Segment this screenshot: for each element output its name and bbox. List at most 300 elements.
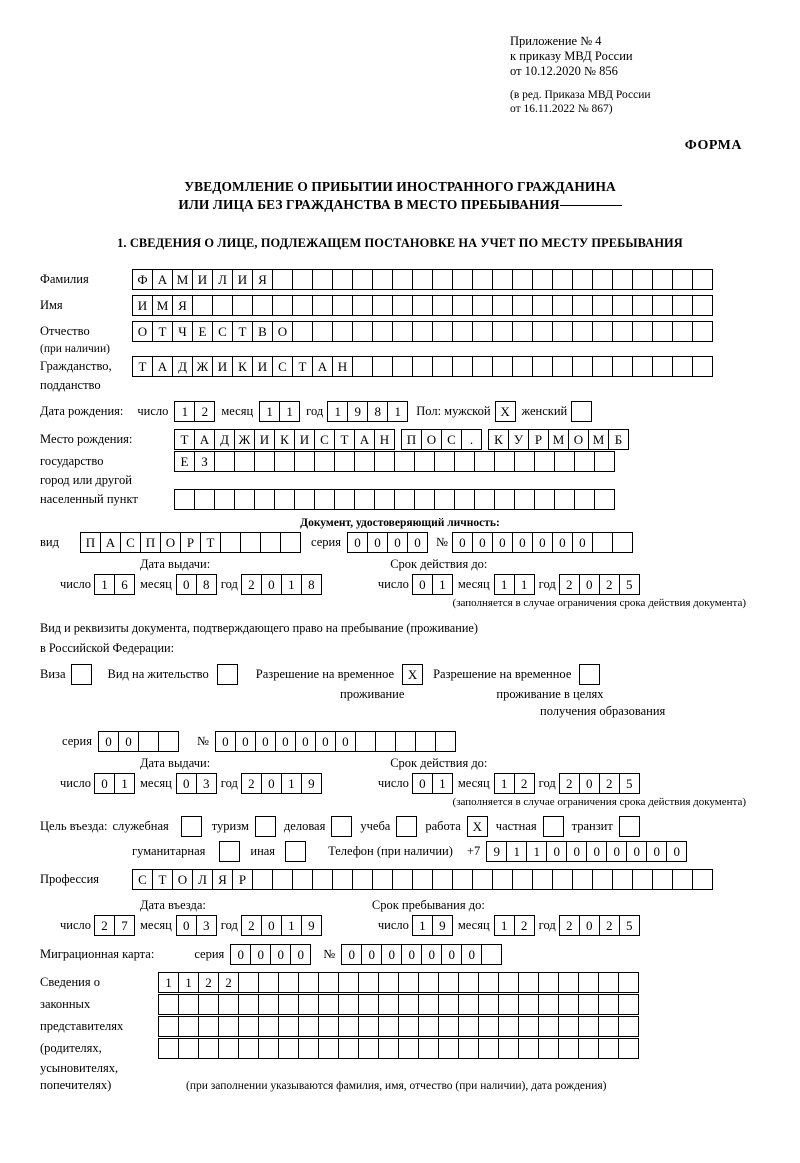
- char-cell[interactable]: [618, 1038, 639, 1059]
- char-cell[interactable]: [258, 994, 279, 1015]
- char-cell[interactable]: А: [152, 356, 173, 377]
- char-cell[interactable]: [318, 972, 339, 993]
- char-cell[interactable]: 7: [114, 915, 135, 936]
- birth-year-input[interactable]: [327, 401, 408, 422]
- char-cell[interactable]: 0: [546, 841, 567, 862]
- char-cell[interactable]: 1: [387, 401, 408, 422]
- char-cell[interactable]: [432, 269, 453, 290]
- char-cell[interactable]: [618, 994, 639, 1015]
- char-cell[interactable]: 0: [215, 731, 236, 752]
- char-cell[interactable]: Т: [152, 869, 173, 890]
- char-cell[interactable]: X: [402, 664, 423, 685]
- char-cell[interactable]: 9: [347, 401, 368, 422]
- char-cell[interactable]: 0: [381, 944, 402, 965]
- char-cell[interactable]: 1: [178, 972, 199, 993]
- char-cell[interactable]: [438, 972, 459, 993]
- char-cell[interactable]: 0: [361, 944, 382, 965]
- char-cell[interactable]: 0: [94, 773, 115, 794]
- char-cell[interactable]: Р: [232, 869, 253, 890]
- char-cell[interactable]: [414, 451, 435, 472]
- char-cell[interactable]: С: [441, 429, 462, 450]
- char-cell[interactable]: [538, 1038, 559, 1059]
- permit-valid-day-input[interactable]: [412, 773, 453, 794]
- sex-male-checkbox[interactable]: [495, 401, 516, 422]
- char-cell[interactable]: X: [467, 816, 488, 837]
- char-cell[interactable]: 1: [94, 574, 115, 595]
- char-cell[interactable]: [332, 321, 353, 342]
- char-cell[interactable]: [458, 972, 479, 993]
- temp-residence-checkbox[interactable]: [402, 664, 423, 685]
- char-cell[interactable]: [138, 731, 159, 752]
- char-cell[interactable]: 0: [315, 731, 336, 752]
- char-cell[interactable]: [234, 451, 255, 472]
- char-cell[interactable]: [518, 1016, 539, 1037]
- char-cell[interactable]: К: [274, 429, 295, 450]
- char-cell[interactable]: Т: [200, 532, 221, 553]
- char-cell[interactable]: Т: [232, 321, 253, 342]
- birth-month-input[interactable]: [259, 401, 300, 422]
- char-cell[interactable]: [181, 816, 202, 837]
- char-cell[interactable]: [218, 994, 239, 1015]
- char-cell[interactable]: И: [254, 429, 275, 450]
- char-cell[interactable]: [492, 295, 513, 316]
- char-cell[interactable]: [332, 869, 353, 890]
- char-cell[interactable]: 2: [218, 972, 239, 993]
- char-cell[interactable]: Ж: [192, 356, 213, 377]
- char-cell[interactable]: [198, 1038, 219, 1059]
- char-cell[interactable]: 9: [301, 773, 322, 794]
- char-cell[interactable]: [394, 451, 415, 472]
- char-cell[interactable]: [532, 295, 553, 316]
- char-cell[interactable]: 0: [270, 944, 291, 965]
- char-cell[interactable]: [692, 295, 713, 316]
- representatives-input-2[interactable]: [158, 994, 639, 1015]
- char-cell[interactable]: Е: [192, 321, 213, 342]
- char-cell[interactable]: 9: [301, 915, 322, 936]
- char-cell[interactable]: [178, 1038, 199, 1059]
- char-cell[interactable]: [272, 269, 293, 290]
- char-cell[interactable]: [415, 731, 436, 752]
- char-cell[interactable]: [398, 972, 419, 993]
- char-cell[interactable]: [652, 321, 673, 342]
- char-cell[interactable]: [478, 1016, 499, 1037]
- profession-input[interactable]: [132, 869, 713, 890]
- char-cell[interactable]: [354, 489, 375, 510]
- char-cell[interactable]: [598, 994, 619, 1015]
- char-cell[interactable]: [158, 994, 179, 1015]
- char-cell[interactable]: [594, 451, 615, 472]
- char-cell[interactable]: [494, 489, 515, 510]
- migration-card-number-input[interactable]: [341, 944, 502, 965]
- char-cell[interactable]: [238, 994, 259, 1015]
- char-cell[interactable]: Б: [608, 429, 629, 450]
- char-cell[interactable]: [395, 731, 416, 752]
- char-cell[interactable]: [272, 295, 293, 316]
- char-cell[interactable]: [352, 295, 373, 316]
- char-cell[interactable]: [220, 532, 241, 553]
- char-cell[interactable]: [481, 944, 502, 965]
- char-cell[interactable]: 1: [174, 401, 195, 422]
- char-cell[interactable]: П: [140, 532, 161, 553]
- char-cell[interactable]: [518, 994, 539, 1015]
- char-cell[interactable]: [338, 972, 359, 993]
- char-cell[interactable]: [552, 269, 573, 290]
- char-cell[interactable]: О: [272, 321, 293, 342]
- char-cell[interactable]: 2: [559, 773, 580, 794]
- char-cell[interactable]: 2: [241, 915, 262, 936]
- char-cell[interactable]: [558, 1038, 579, 1059]
- char-cell[interactable]: [334, 451, 355, 472]
- char-cell[interactable]: [572, 356, 593, 377]
- char-cell[interactable]: П: [401, 429, 422, 450]
- char-cell[interactable]: [252, 295, 273, 316]
- permit-valid-month-input[interactable]: [494, 773, 535, 794]
- char-cell[interactable]: [158, 731, 179, 752]
- purpose-item2-1-checkbox[interactable]: [285, 841, 306, 862]
- char-cell[interactable]: [355, 731, 376, 752]
- char-cell[interactable]: [214, 451, 235, 472]
- char-cell[interactable]: Т: [152, 321, 173, 342]
- char-cell[interactable]: [338, 1038, 359, 1059]
- char-cell[interactable]: [692, 269, 713, 290]
- char-cell[interactable]: [238, 972, 259, 993]
- char-cell[interactable]: [378, 972, 399, 993]
- char-cell[interactable]: [332, 295, 353, 316]
- char-cell[interactable]: [392, 269, 413, 290]
- char-cell[interactable]: [592, 356, 613, 377]
- purpose-item-4-checkbox[interactable]: [467, 816, 488, 837]
- char-cell[interactable]: С: [120, 532, 141, 553]
- char-cell[interactable]: [692, 321, 713, 342]
- char-cell[interactable]: [592, 532, 613, 553]
- char-cell[interactable]: [532, 356, 553, 377]
- char-cell[interactable]: 1: [259, 401, 280, 422]
- char-cell[interactable]: 0: [335, 731, 356, 752]
- char-cell[interactable]: 0: [235, 731, 256, 752]
- identity-valid-day-input[interactable]: [412, 574, 453, 595]
- char-cell[interactable]: 2: [241, 574, 262, 595]
- purpose-item-6-checkbox[interactable]: [619, 816, 640, 837]
- char-cell[interactable]: [418, 1038, 439, 1059]
- char-cell[interactable]: [518, 972, 539, 993]
- char-cell[interactable]: [258, 972, 279, 993]
- char-cell[interactable]: 0: [255, 731, 276, 752]
- char-cell[interactable]: [612, 532, 633, 553]
- char-cell[interactable]: [458, 1016, 479, 1037]
- char-cell[interactable]: [692, 356, 713, 377]
- permit-valid-year-input[interactable]: [559, 773, 640, 794]
- identity-valid-year-input[interactable]: [559, 574, 640, 595]
- char-cell[interactable]: [71, 664, 92, 685]
- char-cell[interactable]: О: [568, 429, 589, 450]
- char-cell[interactable]: [572, 269, 593, 290]
- char-cell[interactable]: [534, 489, 555, 510]
- char-cell[interactable]: [572, 321, 593, 342]
- char-cell[interactable]: [578, 994, 599, 1015]
- char-cell[interactable]: [312, 295, 333, 316]
- char-cell[interactable]: [338, 1016, 359, 1037]
- char-cell[interactable]: [372, 356, 393, 377]
- char-cell[interactable]: Ч: [172, 321, 193, 342]
- char-cell[interactable]: [292, 321, 313, 342]
- char-cell[interactable]: [418, 972, 439, 993]
- char-cell[interactable]: [592, 321, 613, 342]
- representatives-input-1[interactable]: [158, 972, 639, 993]
- char-cell[interactable]: С: [212, 321, 233, 342]
- stay-month-input[interactable]: [494, 915, 535, 936]
- char-cell[interactable]: [514, 489, 535, 510]
- char-cell[interactable]: [314, 451, 335, 472]
- char-cell[interactable]: 0: [666, 841, 687, 862]
- char-cell[interactable]: 1: [281, 773, 302, 794]
- char-cell[interactable]: [578, 1016, 599, 1037]
- char-cell[interactable]: [318, 1038, 339, 1059]
- char-cell[interactable]: [571, 401, 592, 422]
- char-cell[interactable]: М: [172, 269, 193, 290]
- char-cell[interactable]: [498, 972, 519, 993]
- char-cell[interactable]: [312, 321, 333, 342]
- char-cell[interactable]: [558, 994, 579, 1015]
- char-cell[interactable]: 8: [301, 574, 322, 595]
- identity-series-input[interactable]: [347, 532, 428, 553]
- char-cell[interactable]: [492, 269, 513, 290]
- char-cell[interactable]: [672, 269, 693, 290]
- char-cell[interactable]: Я: [252, 269, 273, 290]
- char-cell[interactable]: [632, 356, 653, 377]
- entry-day-input[interactable]: [94, 915, 135, 936]
- char-cell[interactable]: [318, 994, 339, 1015]
- char-cell[interactable]: [338, 994, 359, 1015]
- char-cell[interactable]: А: [354, 429, 375, 450]
- char-cell[interactable]: [454, 451, 475, 472]
- char-cell[interactable]: [652, 869, 673, 890]
- char-cell[interactable]: [598, 972, 619, 993]
- char-cell[interactable]: [494, 451, 515, 472]
- char-cell[interactable]: [398, 1016, 419, 1037]
- char-cell[interactable]: 0: [401, 944, 422, 965]
- char-cell[interactable]: А: [100, 532, 121, 553]
- char-cell[interactable]: 0: [367, 532, 388, 553]
- char-cell[interactable]: [512, 356, 533, 377]
- char-cell[interactable]: [294, 451, 315, 472]
- char-cell[interactable]: [278, 972, 299, 993]
- char-cell[interactable]: 0: [98, 731, 119, 752]
- char-cell[interactable]: [372, 269, 393, 290]
- char-cell[interactable]: Д: [172, 356, 193, 377]
- purpose-item-5-checkbox[interactable]: [543, 816, 564, 837]
- char-cell[interactable]: И: [232, 269, 253, 290]
- identity-issue-day-input[interactable]: [94, 574, 135, 595]
- char-cell[interactable]: [632, 869, 653, 890]
- char-cell[interactable]: [298, 1016, 319, 1037]
- char-cell[interactable]: [375, 731, 396, 752]
- char-cell[interactable]: [278, 1016, 299, 1037]
- char-cell[interactable]: 0: [472, 532, 493, 553]
- char-cell[interactable]: [512, 321, 533, 342]
- purpose-item-3-checkbox[interactable]: [396, 816, 417, 837]
- char-cell[interactable]: [280, 532, 301, 553]
- char-cell[interactable]: [632, 269, 653, 290]
- char-cell[interactable]: [514, 451, 535, 472]
- char-cell[interactable]: [332, 269, 353, 290]
- char-cell[interactable]: [498, 1016, 519, 1037]
- char-cell[interactable]: [292, 869, 313, 890]
- char-cell[interactable]: 0: [387, 532, 408, 553]
- char-cell[interactable]: [372, 295, 393, 316]
- char-cell[interactable]: [478, 1038, 499, 1059]
- char-cell[interactable]: [652, 295, 673, 316]
- char-cell[interactable]: 8: [196, 574, 217, 595]
- char-cell[interactable]: [174, 489, 195, 510]
- char-cell[interactable]: [574, 451, 595, 472]
- char-cell[interactable]: М: [152, 295, 173, 316]
- char-cell[interactable]: [398, 994, 419, 1015]
- char-cell[interactable]: [618, 1016, 639, 1037]
- char-cell[interactable]: [552, 869, 573, 890]
- char-cell[interactable]: [512, 269, 533, 290]
- char-cell[interactable]: 8: [367, 401, 388, 422]
- edu-residence-checkbox[interactable]: [579, 664, 600, 685]
- char-cell[interactable]: [472, 356, 493, 377]
- char-cell[interactable]: [392, 869, 413, 890]
- char-cell[interactable]: [272, 869, 293, 890]
- representatives-input-3[interactable]: [158, 1016, 639, 1037]
- char-cell[interactable]: [478, 972, 499, 993]
- char-cell[interactable]: [612, 269, 633, 290]
- char-cell[interactable]: [692, 869, 713, 890]
- char-cell[interactable]: [498, 994, 519, 1015]
- char-cell[interactable]: И: [132, 295, 153, 316]
- birthplace-input-1a[interactable]: [174, 429, 395, 450]
- char-cell[interactable]: Д: [214, 429, 235, 450]
- char-cell[interactable]: [474, 451, 495, 472]
- char-cell[interactable]: 1: [432, 773, 453, 794]
- char-cell[interactable]: 1: [514, 574, 535, 595]
- char-cell[interactable]: 0: [412, 773, 433, 794]
- char-cell[interactable]: О: [160, 532, 181, 553]
- stay-day-input[interactable]: [412, 915, 453, 936]
- char-cell[interactable]: У: [508, 429, 529, 450]
- char-cell[interactable]: [534, 451, 555, 472]
- char-cell[interactable]: [432, 295, 453, 316]
- char-cell[interactable]: 2: [514, 915, 535, 936]
- char-cell[interactable]: [532, 321, 553, 342]
- char-cell[interactable]: [598, 1038, 619, 1059]
- char-cell[interactable]: Н: [374, 429, 395, 450]
- char-cell[interactable]: [331, 816, 352, 837]
- char-cell[interactable]: 0: [412, 574, 433, 595]
- char-cell[interactable]: [418, 1016, 439, 1037]
- char-cell[interactable]: 1: [412, 915, 433, 936]
- char-cell[interactable]: 0: [261, 915, 282, 936]
- char-cell[interactable]: [412, 269, 433, 290]
- residence-permit-checkbox[interactable]: [217, 664, 238, 685]
- char-cell[interactable]: [178, 994, 199, 1015]
- char-cell[interactable]: К: [488, 429, 509, 450]
- name-input[interactable]: [132, 295, 713, 316]
- char-cell[interactable]: 2: [198, 972, 219, 993]
- char-cell[interactable]: [354, 451, 375, 472]
- char-cell[interactable]: 1: [158, 972, 179, 993]
- char-cell[interactable]: [219, 841, 240, 862]
- char-cell[interactable]: А: [194, 429, 215, 450]
- char-cell[interactable]: [432, 321, 453, 342]
- char-cell[interactable]: 0: [579, 773, 600, 794]
- char-cell[interactable]: [396, 816, 417, 837]
- char-cell[interactable]: Л: [212, 269, 233, 290]
- char-cell[interactable]: X: [495, 401, 516, 422]
- char-cell[interactable]: 0: [572, 532, 593, 553]
- identity-number-input[interactable]: [452, 532, 633, 553]
- char-cell[interactable]: [452, 295, 473, 316]
- migration-card-series-input[interactable]: [230, 944, 311, 965]
- char-cell[interactable]: Ф: [132, 269, 153, 290]
- char-cell[interactable]: [574, 489, 595, 510]
- char-cell[interactable]: [298, 972, 319, 993]
- char-cell[interactable]: 0: [176, 773, 197, 794]
- patronymic-input[interactable]: [132, 321, 713, 342]
- char-cell[interactable]: И: [252, 356, 273, 377]
- char-cell[interactable]: [578, 972, 599, 993]
- char-cell[interactable]: [652, 269, 673, 290]
- char-cell[interactable]: 1: [506, 841, 527, 862]
- char-cell[interactable]: [598, 1016, 619, 1037]
- permit-issue-day-input[interactable]: [94, 773, 135, 794]
- char-cell[interactable]: [418, 994, 439, 1015]
- char-cell[interactable]: В: [252, 321, 273, 342]
- char-cell[interactable]: 0: [250, 944, 271, 965]
- char-cell[interactable]: 0: [176, 915, 197, 936]
- char-cell[interactable]: [212, 295, 233, 316]
- identity-issue-year-input[interactable]: [241, 574, 322, 595]
- char-cell[interactable]: 1: [432, 574, 453, 595]
- char-cell[interactable]: [452, 869, 473, 890]
- char-cell[interactable]: [492, 356, 513, 377]
- char-cell[interactable]: 0: [606, 841, 627, 862]
- char-cell[interactable]: [258, 1038, 279, 1059]
- char-cell[interactable]: 0: [461, 944, 482, 965]
- char-cell[interactable]: И: [212, 356, 233, 377]
- char-cell[interactable]: [238, 1016, 259, 1037]
- char-cell[interactable]: [254, 489, 275, 510]
- char-cell[interactable]: [412, 321, 433, 342]
- char-cell[interactable]: [472, 295, 493, 316]
- char-cell[interactable]: [612, 356, 633, 377]
- char-cell[interactable]: [298, 994, 319, 1015]
- char-cell[interactable]: 1: [494, 574, 515, 595]
- char-cell[interactable]: [292, 269, 313, 290]
- purpose-item-1-checkbox[interactable]: [255, 816, 276, 837]
- entry-month-input[interactable]: [176, 915, 217, 936]
- char-cell[interactable]: [458, 1038, 479, 1059]
- char-cell[interactable]: [314, 489, 335, 510]
- char-cell[interactable]: Я: [172, 295, 193, 316]
- char-cell[interactable]: 0: [492, 532, 513, 553]
- char-cell[interactable]: [218, 1038, 239, 1059]
- char-cell[interactable]: 1: [327, 401, 348, 422]
- char-cell[interactable]: М: [548, 429, 569, 450]
- char-cell[interactable]: [198, 1016, 219, 1037]
- char-cell[interactable]: [672, 295, 693, 316]
- char-cell[interactable]: [592, 869, 613, 890]
- char-cell[interactable]: П: [80, 532, 101, 553]
- char-cell[interactable]: [558, 972, 579, 993]
- char-cell[interactable]: [358, 1038, 379, 1059]
- char-cell[interactable]: [378, 1016, 399, 1037]
- char-cell[interactable]: [158, 1038, 179, 1059]
- permit-issue-month-input[interactable]: [176, 773, 217, 794]
- char-cell[interactable]: 0: [176, 574, 197, 595]
